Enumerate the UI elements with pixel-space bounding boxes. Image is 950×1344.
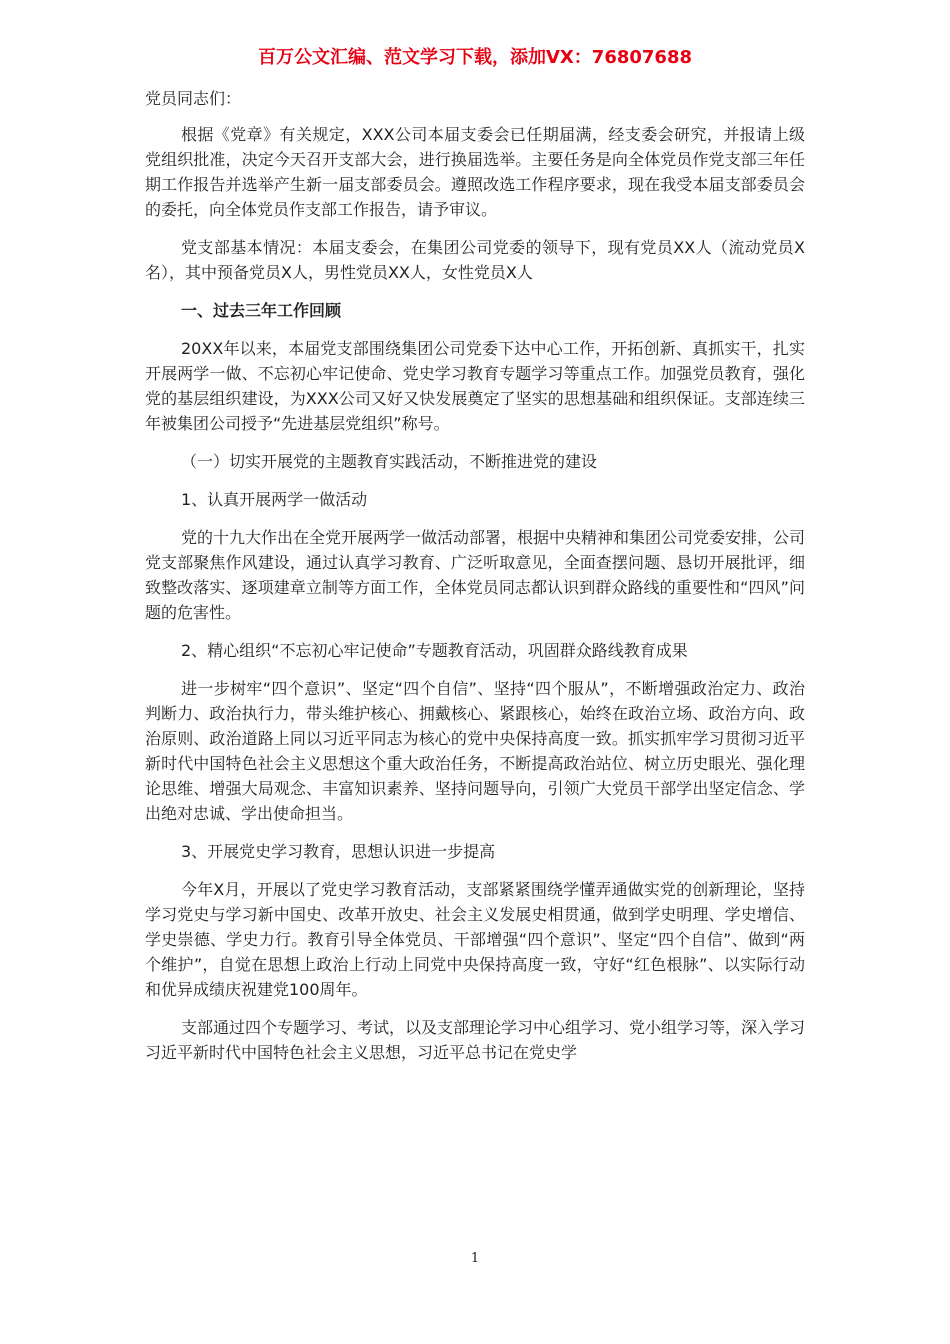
section-heading: 一、过去三年工作回顾 bbox=[181, 301, 342, 320]
salutation: 党员同志们： bbox=[145, 89, 242, 108]
item-heading-3: 3、开展党史学习教育，思想认识进一步提高 bbox=[181, 842, 496, 861]
item-body-3-continued: 支部通过四个专题学习、考试，以及支部理论学习中心组学习、党小组学习等，深入学习习近平新时代中国特色社会主义思想，习近平总书记在党史学 bbox=[145, 1018, 806, 1062]
item-body-2: 进一步树牢“四个意识”、坚定“四个自信”、坚持“四个服从”，不断增强政治定力、政治判断力、政治执行力，带头维护核心、拥戴核心、紧跟核心，始终在政治立场、政治方向、政治原则、政治道路上同以习近平同志为核心的党中央保持高度一致。抓实抓牢学习贯彻习近平新时代中国特色社会主义思想这个重大政治任务，不断提高政治站位、树立历史眼光、强化理论思维、增强大局观念、丰富知识素养、坚持问题导向，引领广大党员干部学出坚定信念、学出绝对忠诚、学出使命担当。 bbox=[145, 679, 805, 823]
watermark-header: 百万公文汇编、范文学习下载，添加VX：76807688 bbox=[257, 47, 692, 68]
paragraph-basic-info: 党支部基本情况：本届支委会，在集团公司党委的领导下，现有党员XX人（流动党员X名），其中预备党员X人，男性党员XX人，女性党员X人 bbox=[145, 238, 805, 282]
item-body-3: 今年X月，开展以了党史学习教育活动，支部紧紧围绕学懂弄通做实党的创新理论，坚持学习党史与学习新中国史、改革开放史、社会主义发展史相贯通，做到学史明理、学史增信、学史崇德、学史力行。教育引导全体党员、干部增强“四个意识”、坚定“四个自信”、做到“两个维护”，自觉在思想上政治上行动上同党中央保持高度一致，守好“红色根脉”、以实际行动和优异成绩庆祝建党100周年。 bbox=[145, 880, 805, 999]
item-heading-2: 2、精心组织“不忘初心牢记使命”专题教育活动，巩固群众路线教育成果 bbox=[181, 641, 688, 660]
document-body bbox=[145, 86, 805, 1065]
section-intro: 20XX年以来，本届党支部围绕集团公司党委下达中心工作，开拓创新、真抓实干，扎实开展两学一做、不忘初心牢记使命、党史学习教育专题学习等重点工作。加强党员教育，强化党的基层组织建设，为XXX公司又好又快发展奠定了坚实的思想基础和组织保证。支部连续三年被集团公司授予“先进基层党组织”称号。 bbox=[145, 339, 805, 433]
page-number: 1 bbox=[470, 1251, 480, 1266]
item-heading-1: 1、认真开展两学一做活动 bbox=[181, 490, 368, 509]
paragraph-intro: 根据《党章》有关规定，XXX公司本届支委会已任期届满，经支委会研究，并报请上级党组织批准，决定今天召开支部大会，进行换届选举。主要任务是向全体党员作党支部三年任期工作报告并选举产生新一届支部委员会。遵照改选工作程序要求，现在我受本届支部委员会的委托，向全体党员作支部工作报告，请予审议。 bbox=[145, 125, 805, 219]
item-body-1: 党的十九大作出在全党开展两学一做活动部署，根据中央精神和集团公司党委安排，公司党支部聚焦作风建设，通过认真学习教育、广泛听取意见，全面查摆问题、恳切开展批评，细致整改落实、逐项建章立制等方面工作，全体党员同志都认识到群众路线的重要性和“四风”问题的危害性。 bbox=[145, 528, 806, 622]
subsection-heading: （一）切实开展党的主题教育实践活动，不断推进党的建设 bbox=[181, 452, 598, 471]
